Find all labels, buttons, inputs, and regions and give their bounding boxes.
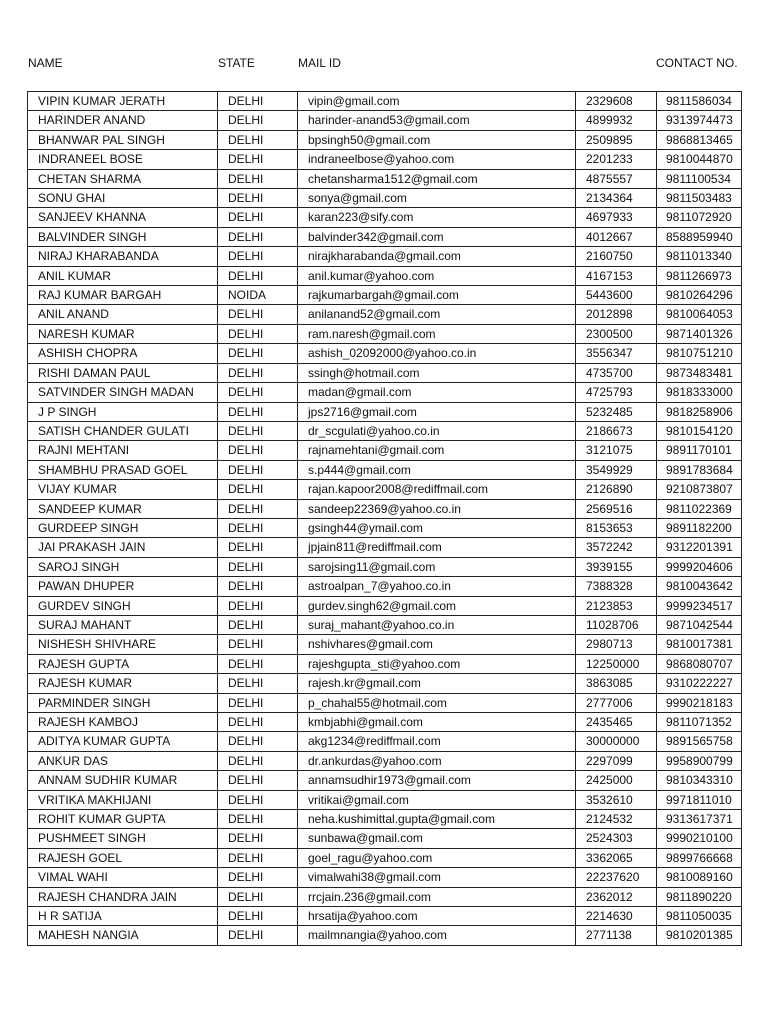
table-row — [28, 189, 742, 208]
mobile-cell: 9810089160 — [657, 868, 742, 887]
state-cell: DELHI — [218, 247, 298, 266]
header-state: STATE — [218, 56, 255, 70]
phone-cell: 2123853 — [576, 596, 657, 615]
table-row — [28, 480, 742, 499]
table-row — [28, 926, 742, 945]
phone-cell: 2777006 — [576, 693, 657, 712]
name-cell: VIMAL WAHI — [28, 868, 218, 887]
state-cell: DELHI — [218, 111, 298, 130]
state-cell: DELHI — [218, 596, 298, 615]
mobile-cell: 9811072920 — [657, 208, 742, 227]
mail-cell: neha.kushimittal.gupta@gmail.com — [298, 810, 576, 829]
phone-cell: 4167153 — [576, 266, 657, 285]
mail-cell: jpjain811@rediffmail.com — [298, 538, 576, 557]
phone-cell: 3556347 — [576, 344, 657, 363]
header-name: NAME — [28, 56, 63, 70]
contact-table-body — [28, 92, 742, 946]
phone-cell: 2524303 — [576, 829, 657, 848]
state-cell: DELHI — [218, 751, 298, 770]
mobile-cell: 9891182200 — [657, 518, 742, 537]
table-row — [28, 518, 742, 537]
phone-cell: 2214630 — [576, 907, 657, 926]
state-cell: DELHI — [218, 926, 298, 945]
mobile-cell: 9958900799 — [657, 751, 742, 770]
mail-cell: gurdev.singh62@gmail.com — [298, 596, 576, 615]
mobile-cell: 9811050035 — [657, 907, 742, 926]
state-cell: DELHI — [218, 92, 298, 111]
mobile-cell: 9811503483 — [657, 189, 742, 208]
phone-cell: 8153653 — [576, 518, 657, 537]
mobile-cell: 9312201391 — [657, 538, 742, 557]
mobile-cell: 9811100534 — [657, 169, 742, 188]
table-row — [28, 538, 742, 557]
mobile-cell: 9810154120 — [657, 421, 742, 440]
table-row — [28, 771, 742, 790]
state-cell: DELHI — [218, 868, 298, 887]
state-cell: DELHI — [218, 208, 298, 227]
state-cell: DELHI — [218, 557, 298, 576]
phone-cell: 2297099 — [576, 751, 657, 770]
header-mail-id: MAIL ID — [298, 56, 341, 70]
mail-cell: rajkumarbargah@gmail.com — [298, 286, 576, 305]
name-cell: SURAJ MAHANT — [28, 615, 218, 634]
name-cell: ADITYA KUMAR GUPTA — [28, 732, 218, 751]
mobile-cell: 9811890220 — [657, 887, 742, 906]
mobile-cell: 9818333000 — [657, 383, 742, 402]
mobile-cell: 9999204606 — [657, 557, 742, 576]
name-cell: RAJESH GUPTA — [28, 654, 218, 673]
mobile-cell: 9811013340 — [657, 247, 742, 266]
phone-cell: 2124532 — [576, 810, 657, 829]
table-row — [28, 441, 742, 460]
phone-cell: 2134364 — [576, 189, 657, 208]
name-cell: RAJESH KAMBOJ — [28, 713, 218, 732]
mobile-cell: 8588959940 — [657, 227, 742, 246]
mail-cell: rrcjain.236@gmail.com — [298, 887, 576, 906]
state-cell: DELHI — [218, 790, 298, 809]
mail-cell: nshivhares@gmail.com — [298, 635, 576, 654]
name-cell: CHETAN SHARMA — [28, 169, 218, 188]
phone-cell: 4697933 — [576, 208, 657, 227]
phone-cell: 2329608 — [576, 92, 657, 111]
table-row — [28, 266, 742, 285]
name-cell: RAJNI MEHTANI — [28, 441, 218, 460]
mail-cell: balvinder342@gmail.com — [298, 227, 576, 246]
name-cell: ANNAM SUDHIR KUMAR — [28, 771, 218, 790]
name-cell: PARMINDER SINGH — [28, 693, 218, 712]
mobile-cell: 9990210100 — [657, 829, 742, 848]
state-cell: DELHI — [218, 480, 298, 499]
mail-cell: vipin@gmail.com — [298, 92, 576, 111]
phone-cell: 2771138 — [576, 926, 657, 945]
name-cell: SATVINDER SINGH MADAN — [28, 383, 218, 402]
state-cell: DELHI — [218, 130, 298, 149]
name-cell: RAJESH CHANDRA JAIN — [28, 887, 218, 906]
phone-cell: 4725793 — [576, 383, 657, 402]
mail-cell: rajnamehtani@gmail.com — [298, 441, 576, 460]
phone-cell: 2160750 — [576, 247, 657, 266]
state-cell: DELHI — [218, 227, 298, 246]
state-cell: DELHI — [218, 363, 298, 382]
state-cell: DELHI — [218, 305, 298, 324]
table-row — [28, 460, 742, 479]
mail-cell: gsingh44@ymail.com — [298, 518, 576, 537]
mobile-cell: 9873483481 — [657, 363, 742, 382]
state-cell: DELHI — [218, 693, 298, 712]
name-cell: GURDEEP SINGH — [28, 518, 218, 537]
phone-cell: 12250000 — [576, 654, 657, 673]
mail-cell: rajan.kapoor2008@rediffmail.com — [298, 480, 576, 499]
table-row — [28, 499, 742, 518]
name-cell: INDRANEEL BOSE — [28, 150, 218, 169]
table-row — [28, 344, 742, 363]
mobile-cell: 9811071352 — [657, 713, 742, 732]
mail-cell: dr_scgulati@yahoo.co.in — [298, 421, 576, 440]
mail-cell: mailmnangia@yahoo.com — [298, 926, 576, 945]
mail-cell: sandeep22369@yahoo.co.in — [298, 499, 576, 518]
table-row — [28, 208, 742, 227]
mail-cell: ssingh@hotmail.com — [298, 363, 576, 382]
phone-cell: 4012667 — [576, 227, 657, 246]
phone-cell: 2201233 — [576, 150, 657, 169]
table-row — [28, 887, 742, 906]
table-row — [28, 596, 742, 615]
state-cell: DELHI — [218, 169, 298, 188]
state-cell: DELHI — [218, 829, 298, 848]
name-cell: ANIL ANAND — [28, 305, 218, 324]
state-cell: DELHI — [218, 499, 298, 518]
mobile-cell: 9811586034 — [657, 92, 742, 111]
state-cell: DELHI — [218, 577, 298, 596]
phone-cell: 5232485 — [576, 402, 657, 421]
state-cell: DELHI — [218, 848, 298, 867]
table-row — [28, 130, 742, 149]
phone-cell: 2300500 — [576, 324, 657, 343]
state-cell: DELHI — [218, 266, 298, 285]
table-row — [28, 577, 742, 596]
mobile-cell: 9891783684 — [657, 460, 742, 479]
mobile-cell: 9810064053 — [657, 305, 742, 324]
state-cell: DELHI — [218, 402, 298, 421]
phone-cell: 3362065 — [576, 848, 657, 867]
table-row — [28, 111, 742, 130]
table-row — [28, 907, 742, 926]
mobile-cell: 9868813465 — [657, 130, 742, 149]
name-cell: SHAMBHU PRASAD GOEL — [28, 460, 218, 479]
table-row — [28, 402, 742, 421]
mail-cell: sarojsing11@gmail.com — [298, 557, 576, 576]
phone-cell: 3121075 — [576, 441, 657, 460]
phone-cell: 2186673 — [576, 421, 657, 440]
table-header — [0, 56, 768, 72]
mobile-cell: 9313974473 — [657, 111, 742, 130]
mail-cell: madan@gmail.com — [298, 383, 576, 402]
table-row — [28, 848, 742, 867]
mail-cell: jps2716@gmail.com — [298, 402, 576, 421]
phone-cell: 7388328 — [576, 577, 657, 596]
mail-cell: rajesh.kr@gmail.com — [298, 674, 576, 693]
table-row — [28, 169, 742, 188]
state-cell: DELHI — [218, 887, 298, 906]
mail-cell: bpsingh50@gmail.com — [298, 130, 576, 149]
state-cell: DELHI — [218, 907, 298, 926]
name-cell: BALVINDER SINGH — [28, 227, 218, 246]
name-cell: ANIL KUMAR — [28, 266, 218, 285]
table-row — [28, 810, 742, 829]
phone-cell: 30000000 — [576, 732, 657, 751]
phone-cell: 5443600 — [576, 286, 657, 305]
table-row — [28, 421, 742, 440]
state-cell: DELHI — [218, 518, 298, 537]
mobile-cell: 9210873807 — [657, 480, 742, 499]
mobile-cell: 9810343310 — [657, 771, 742, 790]
mail-cell: hrsatija@yahoo.com — [298, 907, 576, 926]
mobile-cell: 9313617371 — [657, 810, 742, 829]
mobile-cell: 9810201385 — [657, 926, 742, 945]
name-cell: SATISH CHANDER GULATI — [28, 421, 218, 440]
name-cell: BHANWAR PAL SINGH — [28, 130, 218, 149]
phone-cell: 3572242 — [576, 538, 657, 557]
mail-cell: rajeshgupta_sti@yahoo.com — [298, 654, 576, 673]
phone-cell: 2362012 — [576, 887, 657, 906]
phone-cell: 2509895 — [576, 130, 657, 149]
state-cell: DELHI — [218, 771, 298, 790]
mail-cell: ram.naresh@gmail.com — [298, 324, 576, 343]
name-cell: SAROJ SINGH — [28, 557, 218, 576]
mail-cell: harinder-anand53@gmail.com — [298, 111, 576, 130]
name-cell: VRITIKA MAKHIJANI — [28, 790, 218, 809]
name-cell: RAJESH KUMAR — [28, 674, 218, 693]
table-row — [28, 305, 742, 324]
state-cell: DELHI — [218, 538, 298, 557]
phone-cell: 3939155 — [576, 557, 657, 576]
state-cell: DELHI — [218, 441, 298, 460]
name-cell: MAHESH NANGIA — [28, 926, 218, 945]
mail-cell: annamsudhir1973@gmail.com — [298, 771, 576, 790]
state-cell: DELHI — [218, 732, 298, 751]
name-cell: H R SATIJA — [28, 907, 218, 926]
mail-cell: akg1234@rediffmail.com — [298, 732, 576, 751]
mail-cell: sonya@gmail.com — [298, 189, 576, 208]
name-cell: SONU GHAI — [28, 189, 218, 208]
phone-cell: 2012898 — [576, 305, 657, 324]
phone-cell: 11028706 — [576, 615, 657, 634]
mobile-cell: 9899766668 — [657, 848, 742, 867]
mail-cell: vritikai@gmail.com — [298, 790, 576, 809]
table-row — [28, 150, 742, 169]
state-cell: DELHI — [218, 324, 298, 343]
mail-cell: sunbawa@gmail.com — [298, 829, 576, 848]
state-cell: DELHI — [218, 654, 298, 673]
state-cell: DELHI — [218, 344, 298, 363]
name-cell: RAJ KUMAR BARGAH — [28, 286, 218, 305]
state-cell: DELHI — [218, 810, 298, 829]
phone-cell: 2569516 — [576, 499, 657, 518]
name-cell: VIPIN KUMAR JERATH — [28, 92, 218, 111]
mobile-cell: 9891565758 — [657, 732, 742, 751]
state-cell: DELHI — [218, 421, 298, 440]
mobile-cell: 9811266973 — [657, 266, 742, 285]
mail-cell: goel_ragu@yahoo.com — [298, 848, 576, 867]
state-cell: DELHI — [218, 635, 298, 654]
state-cell: DELHI — [218, 460, 298, 479]
name-cell: GURDEV SINGH — [28, 596, 218, 615]
phone-cell: 3863085 — [576, 674, 657, 693]
name-cell: RAJESH GOEL — [28, 848, 218, 867]
phone-cell: 4875557 — [576, 169, 657, 188]
name-cell: JAI PRAKASH JAIN — [28, 538, 218, 557]
mail-cell: nirajkharabanda@gmail.com — [298, 247, 576, 266]
name-cell: ROHIT KUMAR GUPTA — [28, 810, 218, 829]
mail-cell: indraneelbose@yahoo.com — [298, 150, 576, 169]
state-cell: DELHI — [218, 674, 298, 693]
state-cell: DELHI — [218, 150, 298, 169]
name-cell: RISHI DAMAN PAUL — [28, 363, 218, 382]
table-row — [28, 868, 742, 887]
header-contact-no: CONTACT NO. — [656, 56, 738, 70]
table-row — [28, 227, 742, 246]
table-row — [28, 654, 742, 673]
mobile-cell: 9871042544 — [657, 615, 742, 634]
mobile-cell: 9971811010 — [657, 790, 742, 809]
name-cell: SANDEEP KUMAR — [28, 499, 218, 518]
table-row — [28, 693, 742, 712]
mail-cell: karan223@sify.com — [298, 208, 576, 227]
mail-cell: s.p444@gmail.com — [298, 460, 576, 479]
mobile-cell: 9891170101 — [657, 441, 742, 460]
mobile-cell: 9310222227 — [657, 674, 742, 693]
mobile-cell: 9810017381 — [657, 635, 742, 654]
state-cell: NOIDA — [218, 286, 298, 305]
table-row — [28, 713, 742, 732]
table-row — [28, 92, 742, 111]
table-row — [28, 674, 742, 693]
mobile-cell: 9811022369 — [657, 499, 742, 518]
table-row — [28, 615, 742, 634]
mail-cell: chetansharma1512@gmail.com — [298, 169, 576, 188]
name-cell: J P SINGH — [28, 402, 218, 421]
mobile-cell: 9990218183 — [657, 693, 742, 712]
state-cell: DELHI — [218, 615, 298, 634]
table-row — [28, 383, 742, 402]
phone-cell: 4899932 — [576, 111, 657, 130]
mail-cell: anil.kumar@yahoo.com — [298, 266, 576, 285]
name-cell: PAWAN DHUPER — [28, 577, 218, 596]
phone-cell: 2126890 — [576, 480, 657, 499]
mobile-cell: 9810044870 — [657, 150, 742, 169]
phone-cell: 4735700 — [576, 363, 657, 382]
mobile-cell: 9868080707 — [657, 654, 742, 673]
table-row — [28, 557, 742, 576]
table-row — [28, 829, 742, 848]
table-row — [28, 324, 742, 343]
name-cell: NISHESH SHIVHARE — [28, 635, 218, 654]
mobile-cell: 9999234517 — [657, 596, 742, 615]
mobile-cell: 9810751210 — [657, 344, 742, 363]
table-row — [28, 790, 742, 809]
mail-cell: astroalpan_7@yahoo.co.in — [298, 577, 576, 596]
mail-cell: suraj_mahant@yahoo.co.in — [298, 615, 576, 634]
state-cell: DELHI — [218, 189, 298, 208]
table-row — [28, 732, 742, 751]
mail-cell: kmbjabhi@gmail.com — [298, 713, 576, 732]
name-cell: ASHISH CHOPRA — [28, 344, 218, 363]
mail-cell: ashish_02092000@yahoo.co.in — [298, 344, 576, 363]
mobile-cell: 9810043642 — [657, 577, 742, 596]
contact-table — [27, 91, 742, 946]
name-cell: HARINDER ANAND — [28, 111, 218, 130]
state-cell: DELHI — [218, 713, 298, 732]
mail-cell: p_chahal55@hotmail.com — [298, 693, 576, 712]
table-row — [28, 286, 742, 305]
mail-cell: anilanand52@gmail.com — [298, 305, 576, 324]
name-cell: VIJAY KUMAR — [28, 480, 218, 499]
table-row — [28, 635, 742, 654]
mobile-cell: 9818258906 — [657, 402, 742, 421]
table-row — [28, 363, 742, 382]
name-cell: SANJEEV KHANNA — [28, 208, 218, 227]
name-cell: ANKUR DAS — [28, 751, 218, 770]
mobile-cell: 9810264296 — [657, 286, 742, 305]
phone-cell: 2435465 — [576, 713, 657, 732]
phone-cell: 3549929 — [576, 460, 657, 479]
mail-cell: vimalwahi38@gmail.com — [298, 868, 576, 887]
state-cell: DELHI — [218, 383, 298, 402]
name-cell: PUSHMEET SINGH — [28, 829, 218, 848]
phone-cell: 2980713 — [576, 635, 657, 654]
table-row — [28, 247, 742, 266]
phone-cell: 22237620 — [576, 868, 657, 887]
phone-cell: 2425000 — [576, 771, 657, 790]
name-cell: NARESH KUMAR — [28, 324, 218, 343]
phone-cell: 3532610 — [576, 790, 657, 809]
mobile-cell: 9871401326 — [657, 324, 742, 343]
name-cell: NIRAJ KHARABANDA — [28, 247, 218, 266]
mail-cell: dr.ankurdas@yahoo.com — [298, 751, 576, 770]
table-row — [28, 751, 742, 770]
